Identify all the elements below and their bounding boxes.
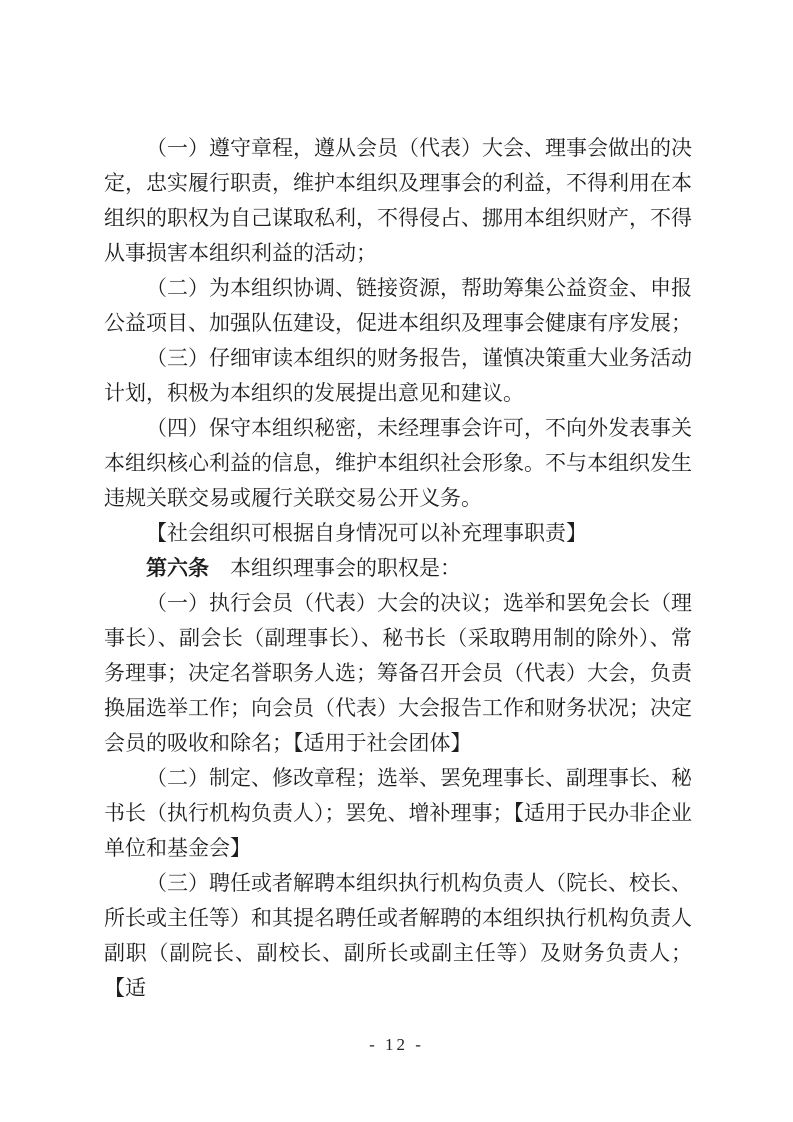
paragraph: [104, 551, 692, 586]
paragraph: [104, 866, 692, 1006]
paragraph: [104, 761, 692, 866]
paragraph: [104, 271, 692, 341]
paragraph-text: （四）保守本组织秘密，未经理事会许可，不向外发表事关本组织核心利益的信息，维护本组织社会形象。不与本组织发生违规关联交易或履行关联交易公开义务。: [104, 416, 692, 510]
paragraph-text: （二）为本组织协调、链接资源，帮助筹集公益资金、申报公益项目、加强队伍建设，促进本组织及理事会健康有序发展；: [104, 276, 692, 335]
paragraph-text: 【社会组织可根据自身情况可以补充理事职责】: [146, 521, 587, 545]
paragraph-text: （二）制定、修改章程；选举、罢免理事长、副理事长、秘书长（执行机构负责人）；罢免、增补理事；【适用于民办非企业单位和基金会】: [104, 766, 692, 860]
paragraph: [104, 341, 692, 411]
document-body: [104, 131, 692, 1006]
paragraph-text: （三）仔细审读本组织的财务报告，谨慎决策重大业务活动计划，积极为本组织的发展提出意见和建议。: [104, 346, 692, 405]
paragraph-text: （一）执行会员（代表）大会的决议；选举和罢免会长（理事长）、副会长（副理事长）、秘书长（采取聘用制的除外）、常务理事；决定名誉职务人选；筹备召开会员（代表）大会，负责换届选举工作；向会员（代表）大会报告工作和财务状况；决定会员的吸收和除名；【适用于社会团体】: [104, 591, 692, 755]
paragraph: [104, 131, 692, 271]
paragraph: [104, 586, 692, 761]
paragraph-text: 本组织理事会的职权是：: [209, 556, 461, 580]
paragraph-text: （三）聘任或者解聘本组织执行机构负责人（院长、校长、所长或主任等）和其提名聘任或者解聘的本组织执行机构负责人副职（副院长、副校长、副所长或副主任等）及财务负责人；【适: [104, 871, 692, 1000]
paragraph-text: （一）遵守章程，遵从会员（代表）大会、理事会做出的决定，忠实履行职责，维护本组织及理事会的利益，不得利用在本组织的职权为自己谋取私利，不得侵占、挪用本组织财产，不得从事损害本组织利益的活动；: [104, 136, 692, 265]
page-number: - 12 -: [369, 1035, 424, 1054]
paragraph: [104, 516, 692, 551]
paragraph: [104, 411, 692, 516]
article-number: 第六条: [146, 556, 209, 580]
